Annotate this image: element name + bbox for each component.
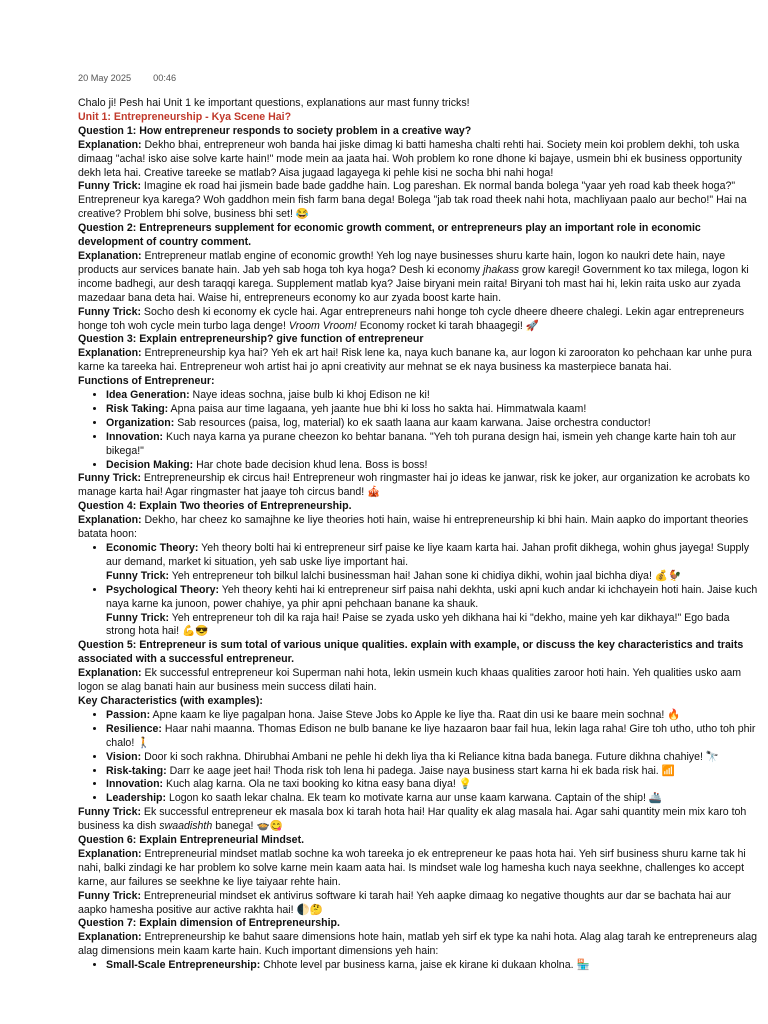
funny-trick-2: Funny Trick: Socho desh ki economy ek cycle hai. Agar entrepreneurs nahi honge toh cycle dheere dheere chalegi. Lekin agar entrepreneurs honge toh woh cycle mein turbo laga denge! Vroom Vroom! Economy rocket ki tarah bhaagegi! 🚀 [78,305,745,332]
functions-title: Functions of Entrepreneur: [78,375,215,388]
theory-trick: Funny Trick: Yeh entrepreneur toh dil ka raja hai! Paise se zyada usko yeh dikhana hai ki "dekho, maine yeh kar dikhaya!" Ego bada strong hota hai! 💪😎 [106,611,730,638]
explanation-2: Explanation: Entrepreneur matlab engine of economic growth! Yeh log naye businesses shuru karte hain, logon ko naukri dete hain, naye products aur services banate hain. Jab yeh sab hoga toh kya hoga? Desh ki economy jhakass grow karegi! Government ko tax milega, logon ki income badhegi, aur desh taraqqi karega. Supplement matlab kya? Jaise biryani mein raita! Biryani toh mast hai hi, lekin raita usko aur zyada mazedaar bana deta hai. Waise hi, entrepreneurs economy ko aur zyada boost karte hain. [78,249,749,304]
list-item: • Innovation: Kuch naya karna ya purane cheezon ko behtar banana. "Yeh toh purana design hai, ismein yeh change karte hain toh aur bikega!" [106,431,758,459]
dimensions-list [78,959,758,973]
list-item: • Small-Scale Entrepreneurship: Chhote level par business karna, jaise ek kirane ki dukaan kholna. 🏪 [106,959,758,973]
page-timestamp [78,72,176,86]
characteristics-title: Key Characteristics (with examples): [78,694,263,707]
list-item: • Leadership: Logon ko saath lekar chalna. Ek team ko motivate karna aur unse kaam karwana. Captain of the ship! 🚢 [106,792,758,806]
question-5: Question 5: Entrepreneur is sum total of various unique qualities. explain with example, or discuss the key characteristics and traits associated with a successful entrepreneur. [78,639,744,666]
question-4: Question 4: Explain Two theories of Entrepreneurship. [78,500,352,513]
list-item: • Organization: Sab resources (paisa, log, material) ko ek saath laana aur kaam karwana. Jaise orchestra conductor! [106,417,758,431]
explanation-1: Explanation: Dekho bhai, entrepreneur woh banda hai jiske dimag ki batti hamesha chalti rehti hai. Society mein koi problem dekhi, toh uska dimaag "acha! isko aise solve karte hain!" mode mein aa jaata hai. Woh problem ko rone dhone ki bajaye, usmein bhi ek business opportunity dekh leta hai. Creative tareeke se matlab? Aisa jugaad lagayega ki pehle kisi ne socha bhi nahi hoga! [78,138,742,179]
theory-trick: Funny Trick: Yeh entrepreneur toh bilkul lalchi businessman hai! Jahan sone ki chidiya dikhi, wohin jaal bichha diya! 💰🐓 [106,569,682,582]
page-time: 00:46 [153,73,177,83]
functions-list [78,389,758,472]
list-item: • Risk-taking: Darr ke aage jeet hai! Thoda risk toh lena hi padega. Jaise naya business start karna hi ek bada risk hai. 📶 [106,765,758,779]
unit-title: Unit 1: Entrepreneurship - Kya Scene Hai? [78,110,292,123]
list-item: • Decision Making: Har chote bade decision khud lena. Boss is boss! [106,459,758,473]
explanation-7: Explanation: Entrepreneurship ke bahut saare dimensions hote hain, matlab yeh sirf ek type ka nahi hota. Alag alag tarah ke entrepreneurs alag alag dimensions mein kaam karte hain. Kuch important dimensions yeh hain: [78,931,757,958]
theories-list [78,542,758,639]
list-item: • Psychological Theory: Yeh theory kehti hai ki entrepreneur sirf paisa nahi dekhta, uski apni kuch andar ki ichchayein hoti hain. Jaise kuch naya karne ka junoon, power chahiye, ya phir apni pehchaan banane ka shauk. Funny Trick: Yeh entrepreneur toh dil ka raja hai! Paise se zyada usko yeh dikhana hai ki "dekho, maine yeh kar dikhaya!" Ego bada strong hota hai! 💪😎 [106,584,758,640]
question-2: Question 2: Entrepreneurs supplement for economic growth comment, or entrepreneurs play an important role in economic development of country comment. [78,222,701,249]
list-item: • Idea Generation: Naye ideas sochna, jaise bulb ki khoj Edison ne ki! [106,389,758,403]
explanation-3: Explanation: Entrepreneurship kya hai? Yeh ek art hai! Risk lene ka, naya kuch banane ka, aur logon ki zarooraton ko pehchaan kar unhe pura karne ka tareeka hai. Entrepreneur woh artist hai jo apni creativity aur mehnat se ek naya business ka masterpiece banata hai. [78,347,752,374]
list-item: • Passion: Apne kaam ke liye pagalpan hona. Jaise Steve Jobs ko Apple ke liye tha. Raat din usi ke baare mein sochna! 🔥 [106,709,758,723]
explanation-4: Explanation: Dekho, har cheez ko samajhne ke liye theories hoti hain, waise hi entrepreneurship ki bhi hain. Main aapko do important theories batata hoon: [78,514,749,541]
funny-trick-1: Funny Trick: Imagine ek road hai jismein bade bade gaddhe hain. Log pareshan. Ek normal banda bolega "yaar yeh road kab theek hoga?" Entrepreneur kya karega? Woh gaddhon mein fish farm bana dega! Bolega "jab tak road theek nahi hota, machliyaan paalo aur becho!" Hai na creative? Problem bhi solve, business bhi set! 😂 [78,180,747,221]
funny-trick-3: Funny Trick: Entrepreneurship ek circus hai! Entrepreneur woh ringmaster hai jo ideas ke janwar, risk ke joker, aur organization ke acrobats ko manage karta hai! Agar ringmaster hat jaaye toh circus band! 🎪 [78,472,750,499]
characteristics-list [78,709,758,806]
funny-trick-5: Funny Trick: Ek successful entrepreneur ek masala box ki tarah hota hai! Har quality ek alag masala hai. Agar sahi quantity mein mix karo toh business ka dish swaadishth banega! 🍲😋 [78,806,747,833]
list-item: • Resilience: Haar nahi maanna. Thomas Edison ne bulb banane ke liye hazaaron baar fail hua, lekin laga raha! Gire toh utho, utho toh phir chalo! 🚶 [106,723,758,751]
funny-trick-6: Funny Trick: Entrepreneurial mindset ek antivirus software ki tarah hai! Yeh aapke dimaag ko negative thoughts aur dar se bachata hai aur aapko hamesha positive aur active rakhta hai! 🌓🤔 [78,889,732,916]
note-content [78,97,758,973]
intro-text: Chalo ji! Pesh hai Unit 1 ke important questions, explanations aur mast funny tricks! [78,97,470,109]
explanation-5: Explanation: Ek successful entrepreneur koi Superman nahi hota, lekin usmein kuch khaas qualities zaroor hoti hain. Yeh qualities usko aam logon se alag banati hain aur business mein success dilati hain. [78,667,742,694]
question-1: Question 1: How entrepreneur responds to society problem in a creative way? [78,124,472,137]
explanation-6: Explanation: Entrepreneurial mindset matlab sochne ka woh tareeka jo ek entrepreneur ke paas hota hai. Yeh sirf business shuru karne tak hi nahi, balki zindagi ke har problem ko solve karne mein kaam aata hai. Is mindset wale log hamesha kuch naya seekhne, challenges ko accept karne, aur failures se seekhne ke liye taiyaar rehte hain. [78,847,746,888]
list-item: • Risk Taking: Apna paisa aur time lagaana, yeh jaante hue bhi ki loss ho sakta hai. Himmatwala kaam! [106,403,758,417]
question-7: Question 7: Explain dimension of Entrepreneurship. [78,917,340,930]
question-3: Question 3: Explain entrepreneurship? give function of entrepreneur [78,333,424,346]
list-item: • Innovation: Kuch alag karna. Ola ne taxi booking ko kitna easy bana diya! 💡 [106,778,758,792]
list-item: • Vision: Door ki soch rakhna. Dhirubhai Ambani ne pehle hi dekh liya tha ki Reliance kitna bada banega. Future dikhna chahiye! 🔭 [106,751,758,765]
list-item: • Economic Theory: Yeh theory bolti hai ki entrepreneur sirf paise ke liye kaam karta hai. Jahan profit dikhega, wohin ghus jayega! Supply aur demand, market ki situation, yeh sab uske liye important hai. Funny Trick: Yeh entrepreneur toh bilkul lalchi businessman hai! Jahan sone ki chidiya dikhi, wohin jaal bichha diya! 💰🐓 [106,542,758,584]
question-6: Question 6: Explain Entrepreneurial Mindset. [78,834,305,847]
page-date: 20 May 2025 [78,73,132,83]
